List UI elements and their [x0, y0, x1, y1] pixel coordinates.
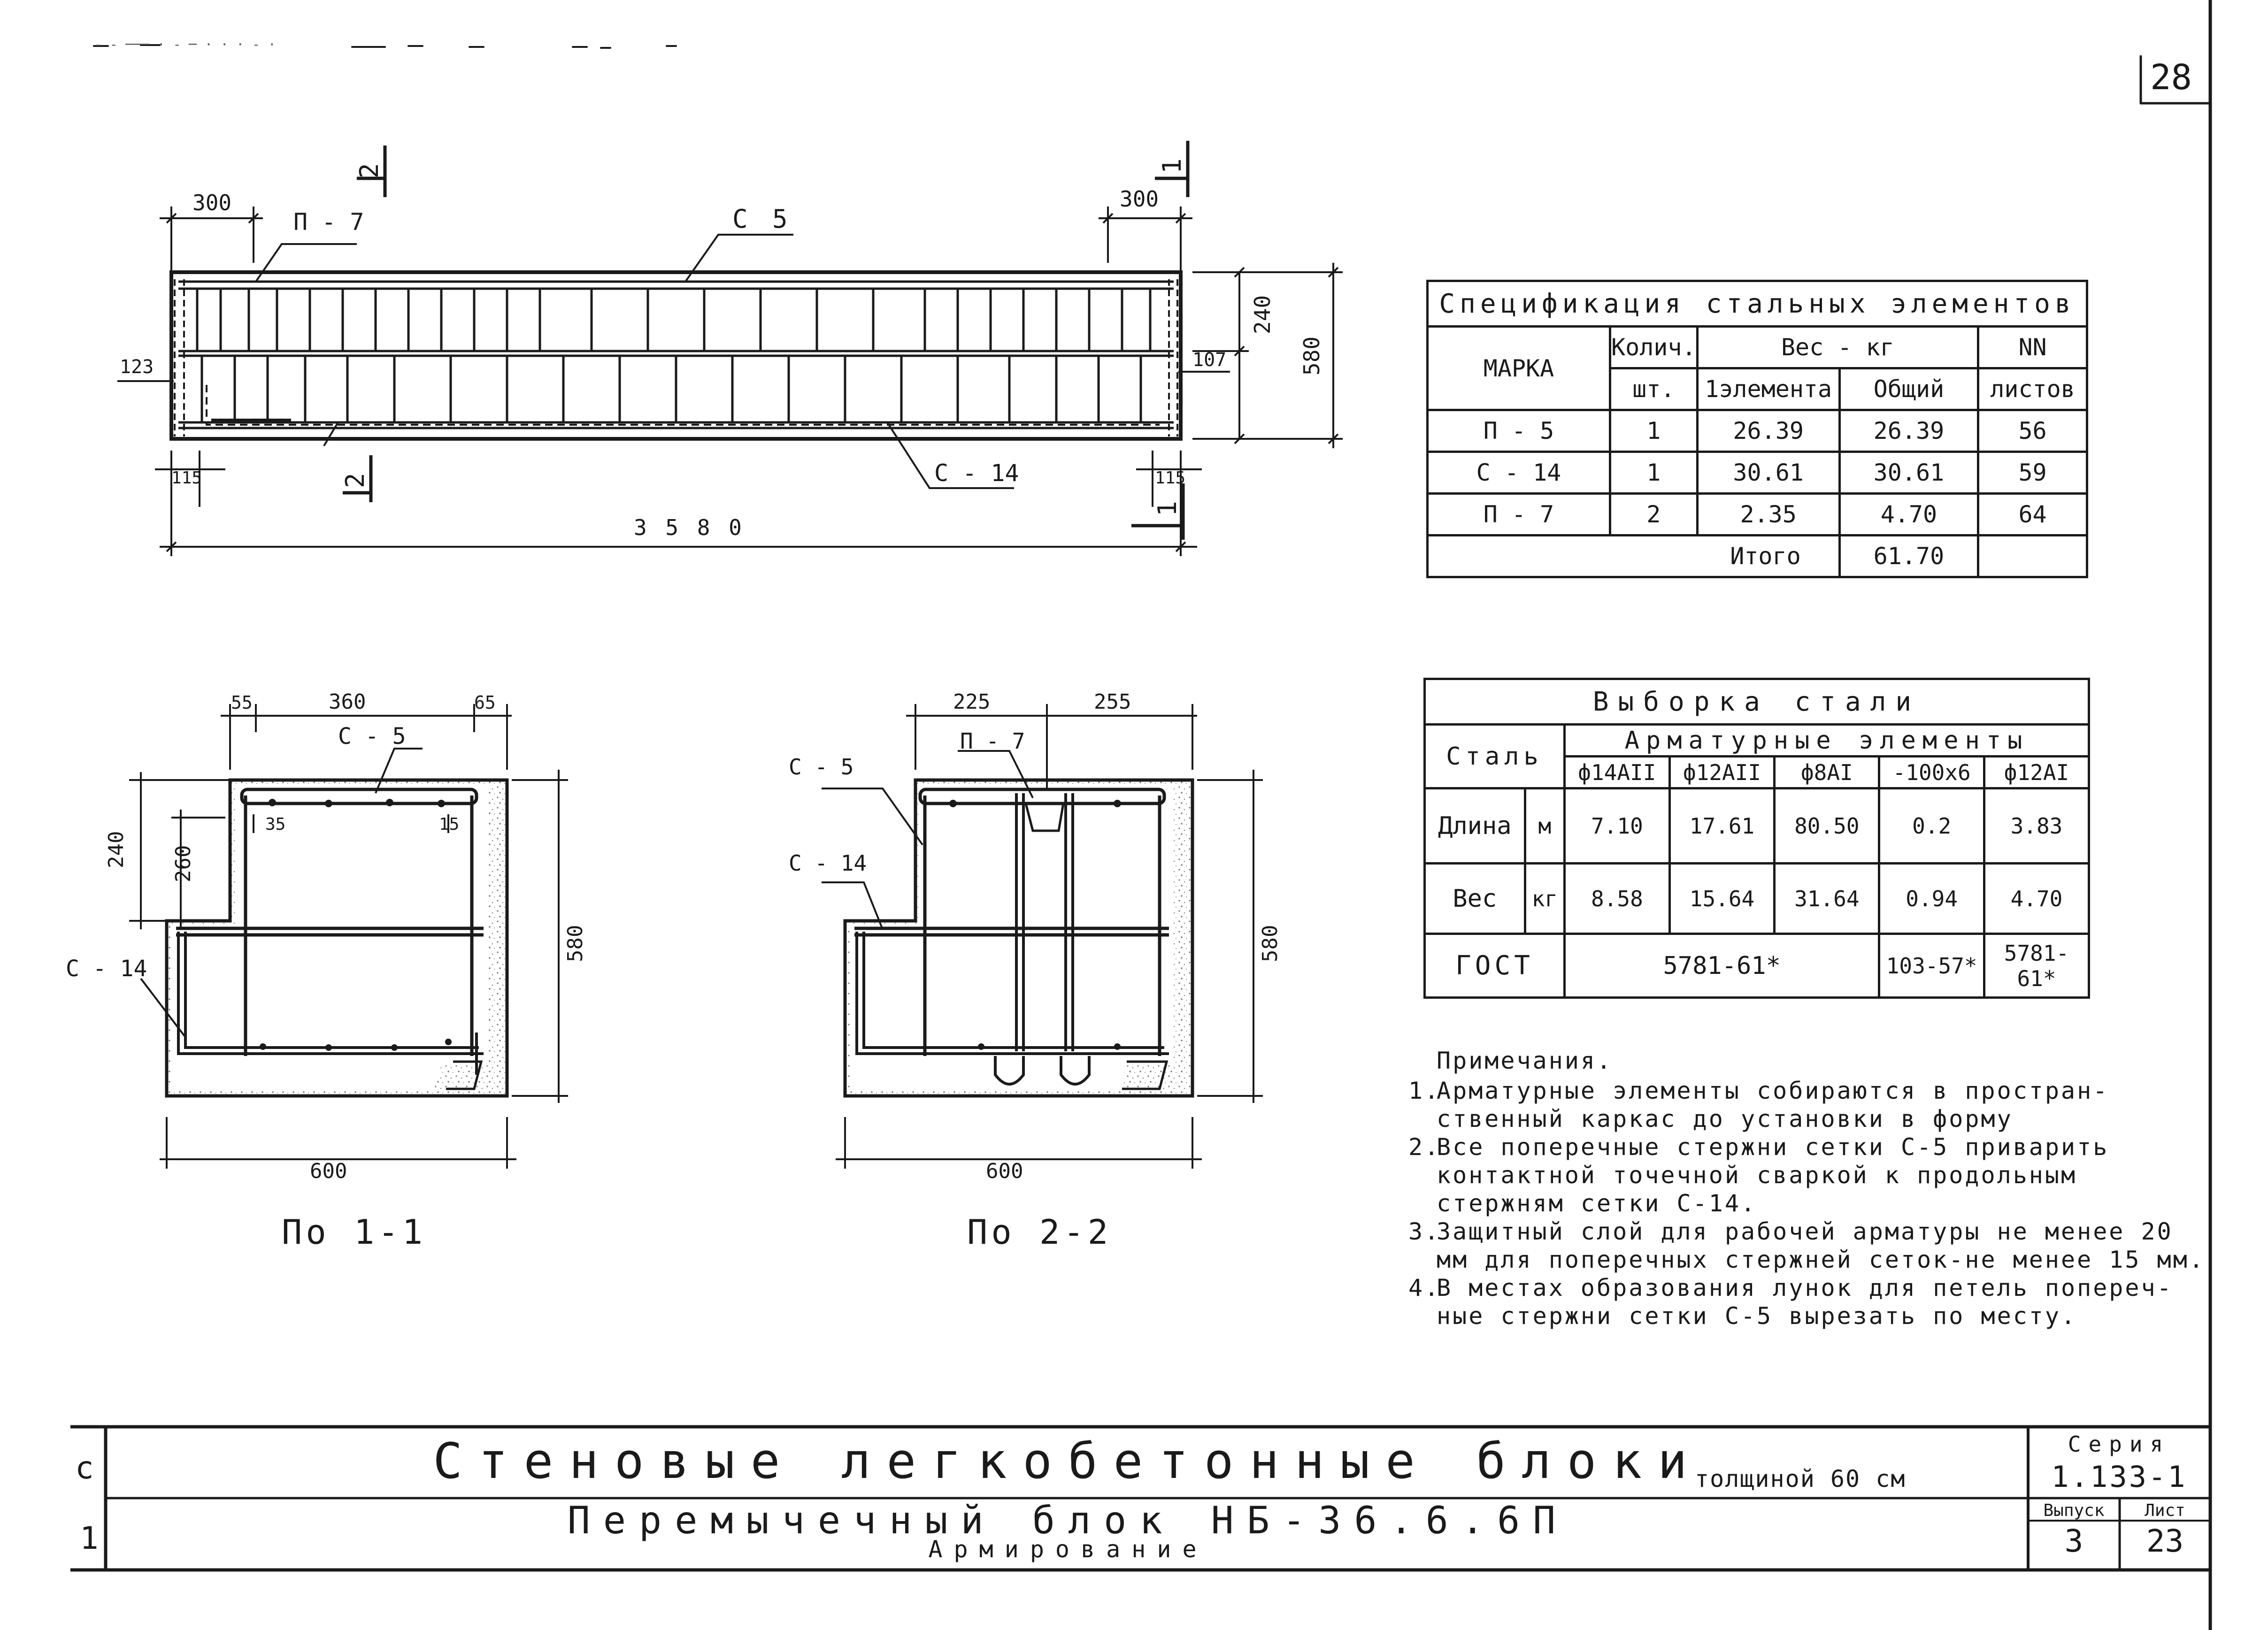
note-text: Все поперечные стержни сетки С-5 приварить контактной точечной сваркой к продольным стержням сетки С-14.: [1437, 1133, 2109, 1217]
spec-h-obsh: Общий: [1839, 368, 1978, 410]
s1-label-s5: С - 5: [338, 723, 406, 750]
margin-mark-top: с: [75, 1450, 94, 1486]
sel-u-wt: кг: [1525, 864, 1564, 934]
spec-marka: П - 5: [1428, 410, 1610, 452]
sel-h-arm: Арматурные элементы: [1565, 725, 2089, 757]
s1-dim-35: 35: [265, 815, 286, 834]
spec-qty: 2: [1610, 494, 1697, 536]
dim-123: 123: [120, 356, 154, 378]
section-1-1: [129, 704, 568, 1169]
sel-r-wt: Вес: [1425, 864, 1525, 934]
dim-300-left: 300: [192, 190, 232, 215]
s1-label-s14: С - 14: [66, 956, 147, 982]
sel-u-len: м: [1525, 788, 1564, 864]
s2-dim-580: 580: [1258, 925, 1282, 962]
label-s5: С 5: [732, 204, 792, 234]
dim-115-left: 115: [171, 468, 202, 488]
sel-r-gost: ГОСТ: [1425, 934, 1565, 998]
spec-sheet: 64: [1978, 494, 2087, 536]
dim-115-right: 115: [1155, 468, 1186, 488]
spec-row: [1428, 452, 2087, 494]
spec-w1: 30.61: [1697, 452, 1839, 494]
sel-gost-a: 5781-61*: [1565, 934, 1879, 998]
sel-wt-4: 0.94: [1879, 864, 1984, 934]
s2-dim-255: 255: [1094, 690, 1131, 714]
top-scribble: - - ─── · - ─ · · · - ·: [94, 37, 276, 52]
sel-r-len: Длина: [1425, 788, 1525, 864]
spec-marka: П - 7: [1428, 494, 1610, 536]
spec-sheet: 56: [1978, 410, 2087, 452]
s2-label-s5: С - 5: [789, 754, 854, 780]
s2-caption: По 2-2: [967, 1212, 1112, 1252]
series-value: 1.133-1: [2051, 1460, 2187, 1494]
cut-mark-2-bottom: 2: [340, 473, 370, 488]
s2-label-p7: П - 7: [960, 728, 1025, 754]
note-item: [1408, 1217, 2206, 1274]
spec-table: [1426, 280, 2088, 578]
sel-col-1: ф14АII: [1565, 757, 1670, 788]
sel-len-5: 3.83: [1984, 788, 2089, 864]
dim-580-elev: 580: [1299, 336, 1324, 375]
spec-h-nn: NN: [1978, 327, 2087, 368]
sel-h-stal: Сталь: [1425, 725, 1565, 788]
s1-dim-55: 55: [231, 692, 253, 713]
label-s14: С - 14: [934, 459, 1019, 487]
issue-label: Выпуск: [2043, 1501, 2105, 1520]
spec-marka: С - 14: [1428, 452, 1610, 494]
sel-wt-1: 8.58: [1565, 864, 1670, 934]
spec-h-marka: МАРКА: [1428, 327, 1610, 410]
s1-dim-240: 240: [104, 831, 128, 868]
series-label: Серия: [2068, 1431, 2171, 1457]
note-item: [1408, 1274, 2206, 1330]
sel-gost-c: 5781-61*: [1984, 934, 2089, 998]
title-main: Стеновые легкобетонные блоки: [433, 1432, 1703, 1490]
sel-col-2: ф12АII: [1669, 757, 1775, 788]
note-number: 3.: [1408, 1218, 1441, 1245]
dim-107: 107: [1192, 349, 1227, 371]
sel-len-1: 7.10: [1565, 788, 1670, 864]
spec-h-sht: шт.: [1610, 368, 1697, 410]
sel-wt-2: 15.64: [1669, 864, 1775, 934]
notes: [1408, 1047, 2206, 1330]
note-item: [1408, 1133, 2206, 1217]
spec-h-elem: 1элемента: [1697, 368, 1839, 410]
sel-gost-b: 103-57*: [1879, 934, 1984, 998]
spec-qty: 1: [1610, 410, 1697, 452]
dim-240-elev: 240: [1250, 295, 1275, 334]
note-text: В местах образования лунок для петель попереч- ные стержни сетки С-5 вырезать по месту.: [1437, 1274, 2173, 1330]
s1-dim-600: 600: [310, 1159, 347, 1183]
note-number: 2.: [1408, 1133, 1441, 1161]
spec-wt: 26.39: [1839, 410, 1978, 452]
sel-wt-5: 4.70: [1984, 864, 2089, 934]
s1-dim-580: 580: [563, 925, 587, 962]
sel-col-3: ф8АI: [1775, 757, 1879, 788]
note-number: 1.: [1408, 1077, 1441, 1104]
elevation-view: [117, 141, 1343, 556]
cut-mark-1-top: 1: [1157, 158, 1187, 174]
spec-total-empty: [1978, 536, 2087, 577]
steel-selection-table: [1423, 678, 2090, 999]
section-2-2: [822, 704, 1263, 1169]
note-text: Арматурные элементы собираются в простран- ственный каркас до установки в форму: [1437, 1077, 2109, 1133]
dim-300-right: 300: [1120, 186, 1159, 212]
s1-dim-65: 65: [474, 692, 496, 713]
spec-wt: 30.61: [1839, 452, 1978, 494]
cut-mark-2-top: 2: [354, 163, 384, 178]
spec-row: [1428, 410, 2087, 452]
spec-sheet: 59: [1978, 452, 2087, 494]
title-sub-block: Перемычечный блок НБ-36.6.6П: [567, 1499, 1569, 1542]
s2-dim-600: 600: [986, 1159, 1023, 1183]
issue-value: 3: [2064, 1523, 2083, 1559]
sel-title: Выборка стали: [1425, 679, 2089, 725]
spec-total-label: Итого: [1428, 536, 1840, 577]
spec-wt: 4.70: [1839, 494, 1978, 536]
s1-dim-360: 360: [329, 690, 366, 714]
note-text: Защитный слой для рабочей арматуры не менее 20 мм для поперечных стержней сеток-не менее 15 мм.: [1437, 1218, 2205, 1273]
note-number: 4.: [1408, 1274, 1441, 1301]
notes-heading: Примечания.: [1437, 1047, 1613, 1074]
sel-col-5: ф12АI: [1984, 757, 2089, 788]
sheet-label: Лист: [2145, 1501, 2185, 1520]
spec-row: [1428, 494, 2087, 536]
spec-h-kolich: Колич.: [1610, 327, 1697, 368]
spec-qty: 1: [1610, 452, 1697, 494]
sheet-number: 28: [2150, 57, 2192, 98]
spec-total-value: 61.70: [1839, 536, 1978, 577]
cut-mark-1-bottom: 1: [1153, 501, 1182, 516]
spec-w1: 26.39: [1697, 410, 1839, 452]
s2-dim-225: 225: [953, 690, 991, 714]
title-thickness: толщиной 60 см: [1695, 1465, 1906, 1492]
sheet-value: 23: [2146, 1523, 2184, 1559]
title-sub-reinforcement: Армирование: [928, 1536, 1208, 1563]
label-p7: П - 7: [293, 208, 364, 236]
spec-title: Спецификация стальных элементов: [1428, 281, 2087, 327]
sel-len-3: 80.50: [1775, 788, 1879, 864]
dim-3580: 3 5 8 0: [634, 515, 745, 540]
sel-col-4: -100х6: [1879, 757, 1984, 788]
s1-caption: По 1-1: [282, 1212, 427, 1252]
margin-mark-bottom: 1: [80, 1520, 99, 1556]
sel-len-2: 17.61: [1669, 788, 1775, 864]
note-item: [1408, 1077, 2206, 1133]
sel-wt-3: 31.64: [1775, 864, 1879, 934]
sel-len-4: 0.2: [1879, 788, 1984, 864]
s1-dim-260: 260: [171, 845, 195, 882]
s1-dim-15: 15: [439, 815, 460, 834]
spec-h-list: листов: [1978, 368, 2087, 410]
spec-w1: 2.35: [1697, 494, 1839, 536]
spec-h-ves: Вес - кг: [1697, 327, 1978, 368]
s2-label-s14: С - 14: [789, 850, 867, 876]
